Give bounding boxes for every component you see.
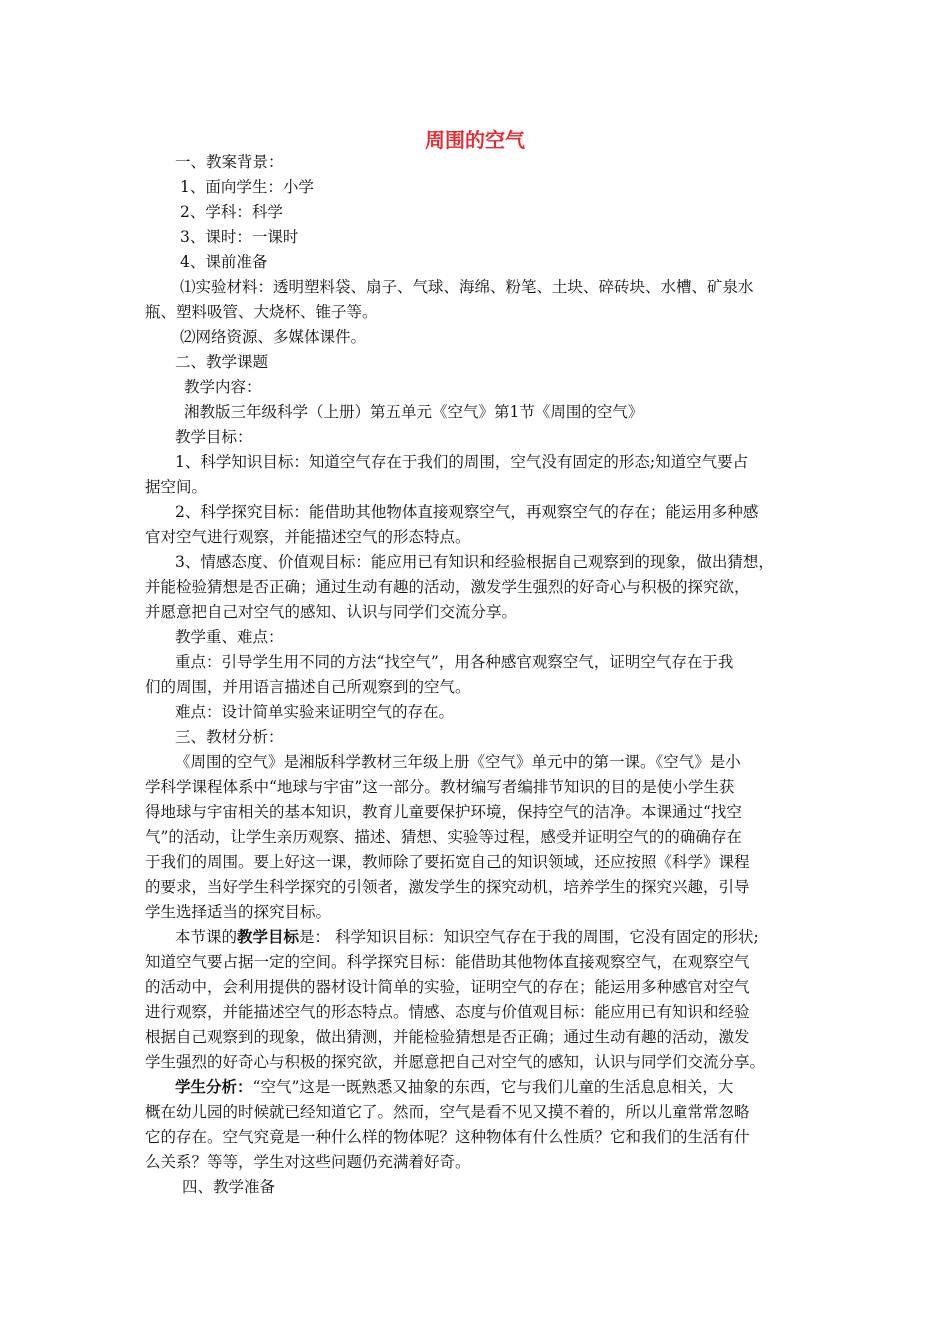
text-line: 4、课前准备 <box>180 253 268 271</box>
text-line: 1、科学知识目标：知道空气存在于我们的周围，空气没有固定的形态;知道空气要占 <box>175 453 749 471</box>
student-analysis-label: 学生分析： <box>175 1077 253 1096</box>
text-line: 得地球与宇宙相关的基本知识，教育儿童要保护环境，保持空气的洁净。本课通过“找空 <box>145 803 742 821</box>
text-line: 教学目标： <box>175 428 253 446</box>
text-line: 官对空气进行观察，并能描述空气的形态特点。 <box>145 528 471 546</box>
text-line: 并愿意把自己对空气的感知、认识与同学们交流分享。 <box>145 603 518 621</box>
text-line: 2、科学探究目标：能借助其他物体直接观察空气，再观察空气的存在；能运用多种感 <box>175 503 759 521</box>
text-line: 教学内容： <box>184 378 262 396</box>
text-line: 教学重、难点： <box>175 628 284 646</box>
text-line: 《周围的空气》是湘版科学教材三年级上册《空气》单元中的第一课。《空气》是小 <box>175 753 741 771</box>
document-title: 周围的空气 <box>425 128 525 152</box>
text-line: ⑵网络资源、多媒体课件。 <box>180 328 367 346</box>
student-analysis-first-line <box>175 1077 733 1099</box>
text-line: 的活动中，会利用提供的器材设计简单的实验，证明空气的存在；能运用多种感官对空气 <box>145 978 750 996</box>
goal-prefix: 本节课的 <box>175 928 238 946</box>
text-line: 3、情感态度、价值观目标：能应用已有知识和经验根据自己观察到的现象，做出猜想， <box>175 553 774 571</box>
student-analysis-rest: “空气”这是一既熟悉又抽象的东西，它与我们儿童的生活息息相关，大 <box>252 1078 734 1096</box>
text-line: 瓶、塑料吸管、大烧杯、锥子等。 <box>145 303 378 321</box>
text-line: ⑴实验材料：透明塑料袋、扇子、气球、海绵、粉笔、土块、碎砖块、水槽、矿泉水 <box>180 278 754 296</box>
text-line: 气”的活动，让学生亲历观察、描述、猜想、实验等过程，感受并证明空气的的确确存在 <box>145 828 742 846</box>
text-line: 1、面向学生：小学 <box>180 178 314 196</box>
section-heading: 二、教学课题 <box>175 353 269 371</box>
text-line: 重点：引导学生用不同的方法“找空气”，用各种感官观察空气，证明空气存在于我 <box>175 653 734 671</box>
section-heading: 一、教案背景： <box>175 153 284 171</box>
goal-bold-term: 教学目标 <box>237 927 300 946</box>
text-line: 据空间。 <box>145 478 208 496</box>
text-line: 概在幼儿园的时候就已经知道它了。然而，空气是看不见又摸不着的，所以儿童常常忽略 <box>145 1103 750 1121</box>
text-line: 们的周围，并用语言描述自己所观察到的空气。 <box>145 678 471 696</box>
text-line: 根据自己观察到的现象，做出猜测，并能检验猜想是否正确；通过生动有趣的活动，激发 <box>145 1028 750 1046</box>
text-line: 湘教版三年级科学（上册）第五单元《空气》第1节《周围的空气》 <box>184 403 644 421</box>
text-line: 么关系？等等，学生对这些问题仍充满着好奇。 <box>145 1153 471 1171</box>
text-line: 它的存在。空气究竟是一种什么样的物体呢？这种物体有什么性质？它和我们的生活有什 <box>145 1128 750 1146</box>
text-line: 的要求，当好学生科学探究的引领者，激发学生的探究动机，培养学生的探究兴趣，引导 <box>145 878 750 896</box>
text-line: 进行观察，并能描述空气的形态特点。情感、态度与价值观目标：能应用已有知识和经验 <box>145 1003 750 1021</box>
text-line: 学生强烈的好奇心与积极的探究欲，并愿意把自己对空气的感知，认识与同学们交流分享。 <box>145 1053 766 1071</box>
section-heading: 四、教学准备 <box>182 1178 276 1196</box>
text-line: 于我们的周围。要上好这一课，教师除了要拓宽自己的知识领域，还应按照《科学》课程 <box>145 853 750 871</box>
section-heading: 三、教材分析： <box>175 728 284 746</box>
text-line: 难点：设计简单实验来证明空气的存在。 <box>175 703 455 721</box>
text-line: 并能检验猜想是否正确；通过生动有趣的活动，激发学生强烈的好奇心与积极的探究欲， <box>145 578 750 596</box>
text-line: 学科学课程体系中“地球与宇宙”这一部分。教材编写者编排节知识的目的是使小学生获 <box>145 778 735 796</box>
text-line: 2、学科：科学 <box>180 203 283 221</box>
text-line: 知道空气要占据一定的空间。科学探究目标：能借助其他物体直接观察空气，在观察空气 <box>145 953 750 971</box>
goal-rest: 是： 科学知识目标：知识空气存在于我的周围，它没有固定的形状; <box>299 928 759 946</box>
text-line: 学生选择适当的探究目标。 <box>145 903 332 921</box>
goal-paragraph-first-line <box>175 927 759 949</box>
text-line: 3、课时：一课时 <box>180 228 299 246</box>
